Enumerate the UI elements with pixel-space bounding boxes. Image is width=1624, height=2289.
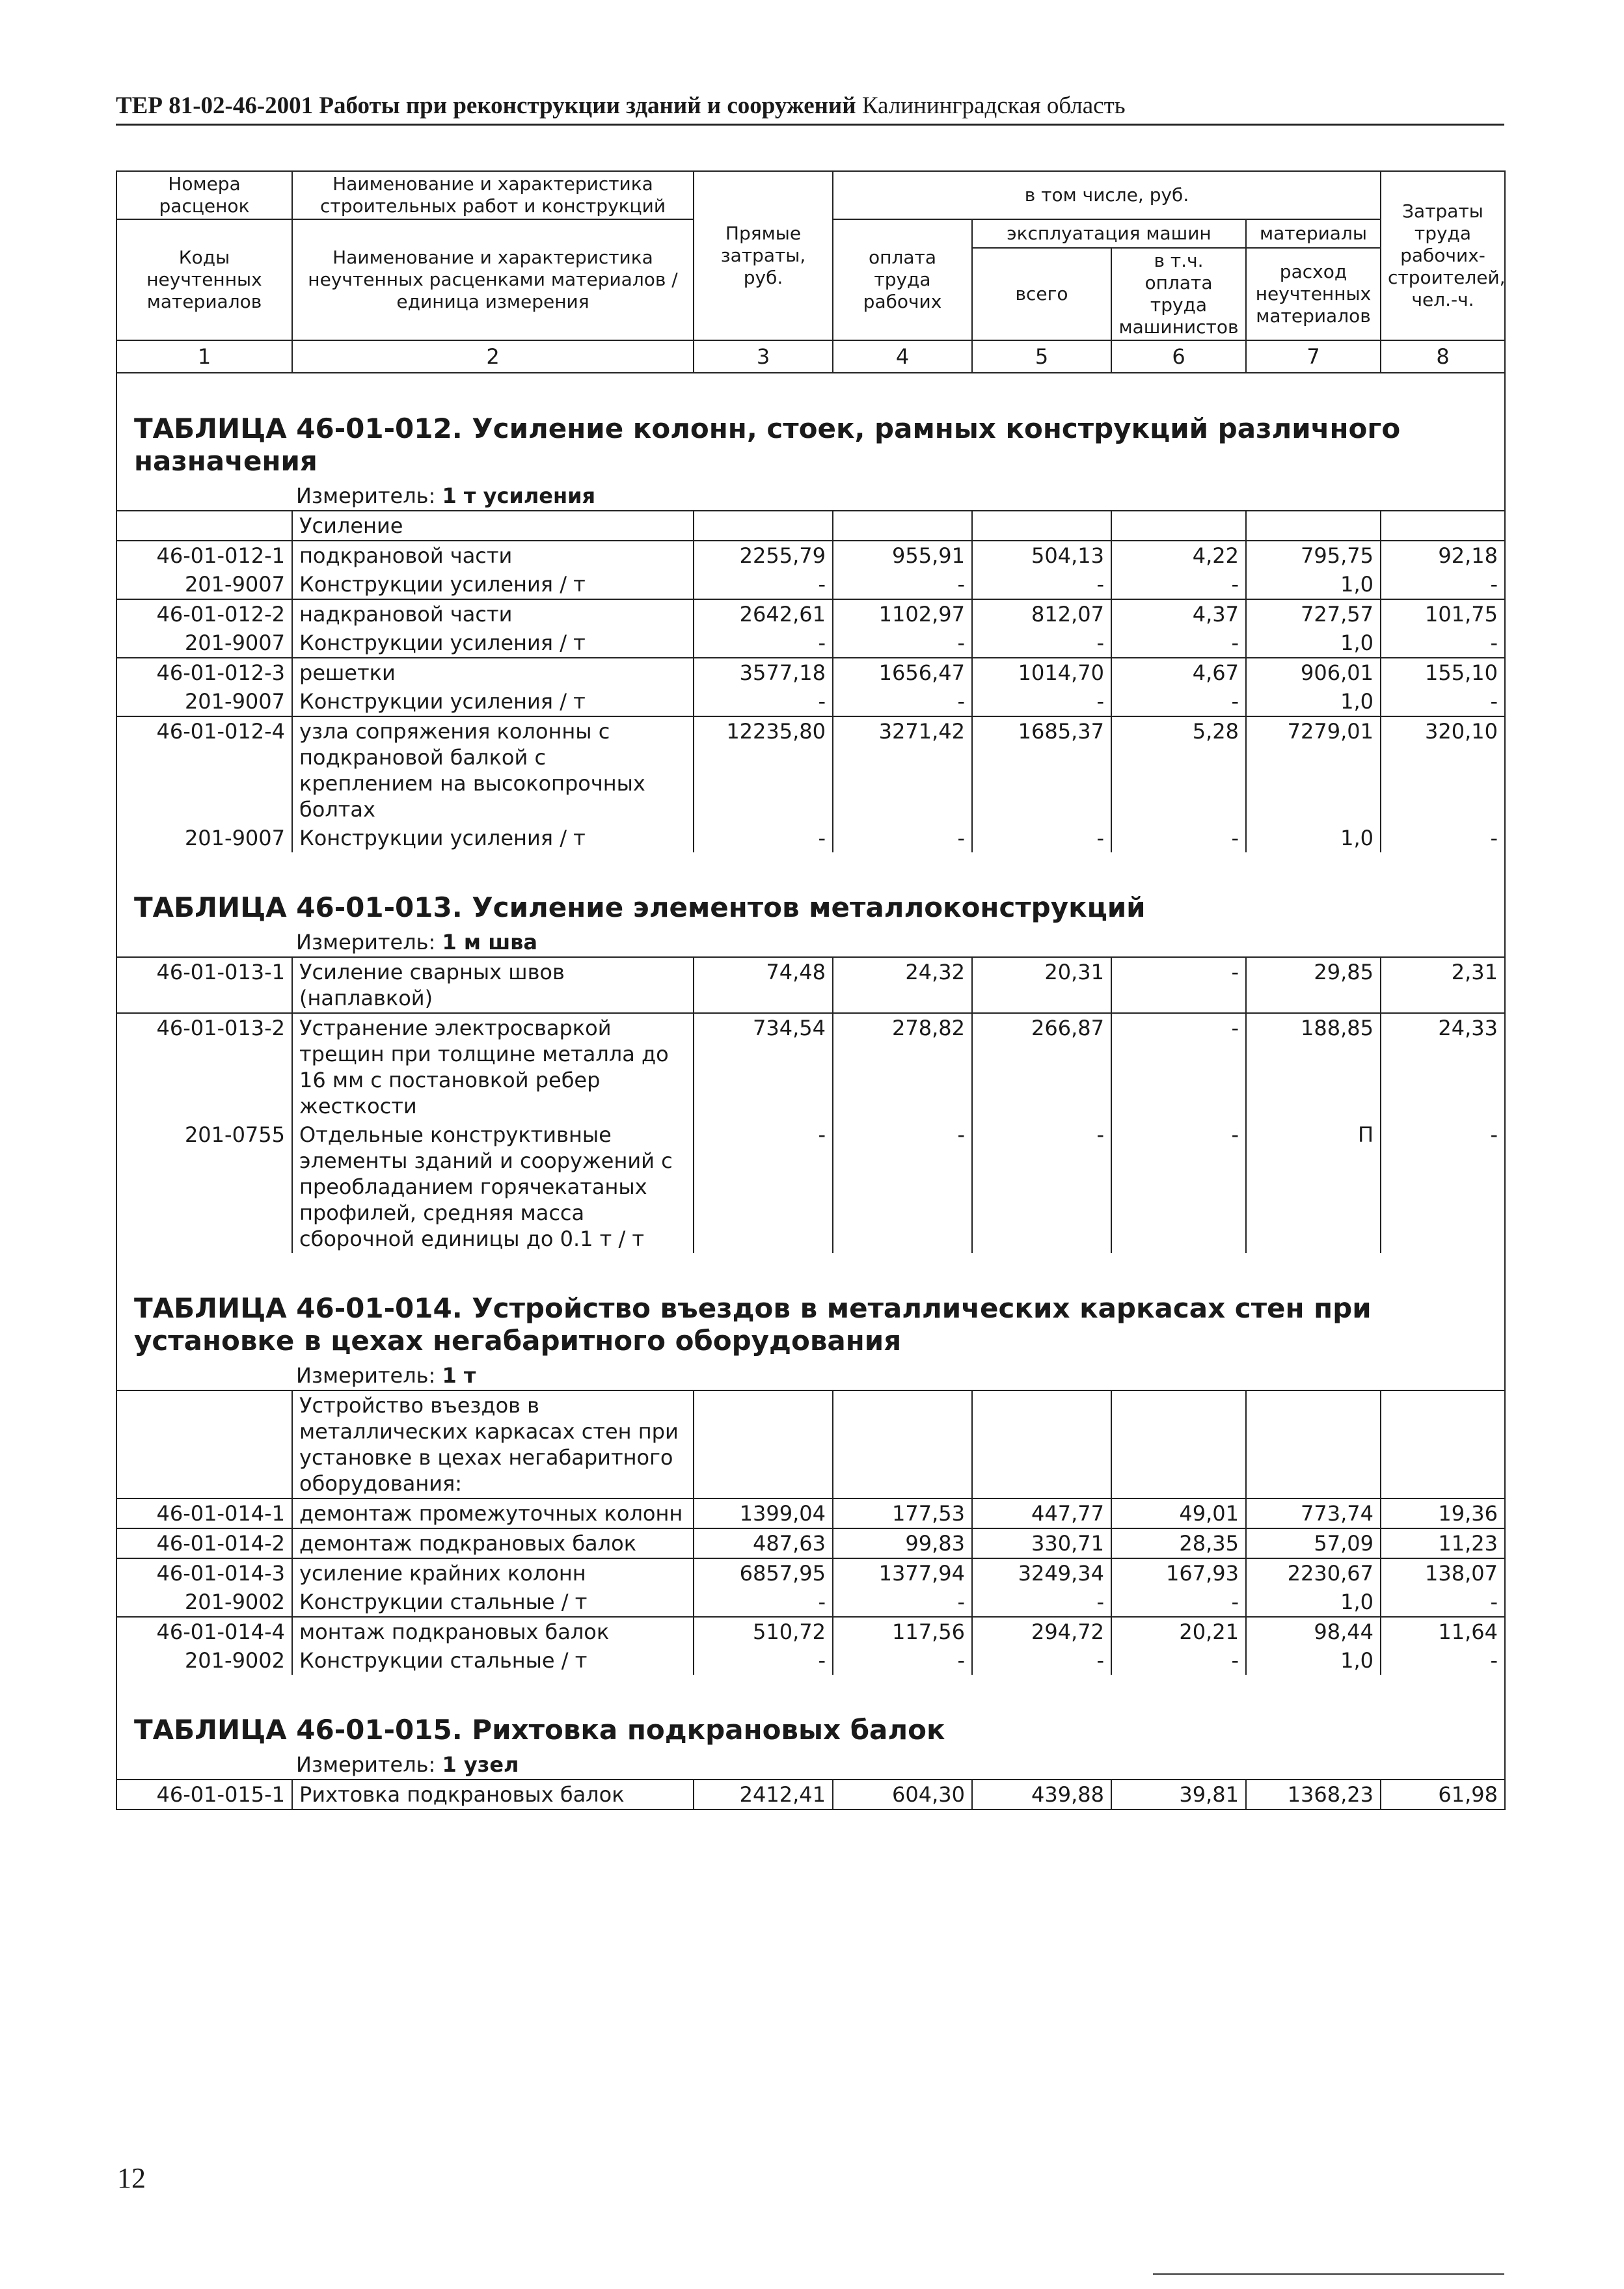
rate-code: 201-9007 [116,824,292,852]
work-name: Конструкции усиления / т [292,687,694,716]
value-cell: 4,67 [1111,658,1246,687]
rate-code: 201-0755 [116,1120,292,1253]
value-cell: 1,0 [1246,629,1381,658]
table-row [116,1558,1505,1588]
value-cell: - [972,570,1111,599]
value-cell: - [694,1646,833,1675]
value-cell: 1685,37 [972,716,1111,824]
value-cell: 3577,18 [694,658,833,687]
value-cell: 795,75 [1246,541,1381,570]
table-row [116,687,1505,716]
value-cell: - [972,824,1111,852]
rate-code: 46-01-012-2 [116,599,292,629]
value-cell: - [694,1120,833,1253]
measure-label: Измеритель: [296,483,436,508]
measure-unit [116,1361,1505,1390]
measure-row [116,928,1505,957]
value-cell: 4,22 [1111,541,1246,570]
table-row [116,570,1505,599]
value-cell: - [1111,1120,1246,1253]
work-name: демонтаж промежуточных колонн [292,1498,694,1528]
value-cell: - [833,1120,972,1253]
value-cell: 4,37 [1111,599,1246,629]
value-cell [1111,511,1246,541]
table-row [116,1390,1505,1498]
col-number: 8 [1381,340,1505,373]
value-cell: 447,77 [972,1498,1111,1528]
rate-code: 46-01-012-4 [116,716,292,824]
measure-value: 1 т усиления [442,483,596,508]
table-row [116,1588,1505,1617]
value-cell: - [833,1588,972,1617]
value-cell [694,1390,833,1498]
col-head-material-names: Наименование и характеристика неучтенных расценками материалов / единица измерения [292,219,694,340]
col-head-number: Номера расценок [116,171,292,219]
rate-code: 46-01-012-3 [116,658,292,687]
value-cell: 812,07 [972,599,1111,629]
value-cell: 74,48 [694,957,833,1013]
work-name: решетки [292,658,694,687]
value-cell: - [833,1646,972,1675]
value-cell: - [833,687,972,716]
value-cell: - [694,1588,833,1617]
table-row [116,1528,1505,1558]
value-cell: 2230,67 [1246,1558,1381,1588]
value-cell: 7279,01 [1246,716,1381,824]
value-cell: 11,23 [1381,1528,1505,1558]
value-cell: 24,33 [1381,1013,1505,1120]
col-head-labor-costs: Затраты труда рабочих-строителей, чел.-ч. [1381,171,1505,340]
value-cell: 98,44 [1246,1617,1381,1646]
section-title: ТАБЛИЦА 46-01-013. Усиление элементов металлоконструкций [116,852,1505,928]
value-cell: 2642,61 [694,599,833,629]
value-cell: - [833,570,972,599]
value-cell: 266,87 [972,1013,1111,1120]
estimate-table [116,170,1506,1810]
work-name: Рихтовка подкрановых балок [292,1780,694,1809]
work-name: Конструкции усиления / т [292,570,694,599]
value-cell: 1,0 [1246,1588,1381,1617]
rate-code [116,1390,292,1498]
value-cell: 117,56 [833,1617,972,1646]
running-header [116,91,1504,126]
value-cell: 320,10 [1381,716,1505,824]
value-cell: 6857,95 [694,1558,833,1588]
work-name: Конструкции стальные / т [292,1588,694,1617]
value-cell: 29,85 [1246,957,1381,1013]
value-cell: 12235,80 [694,716,833,824]
col-number: 6 [1111,340,1246,373]
measure-label: Измеритель: [296,1752,436,1777]
value-cell: - [694,570,833,599]
value-cell: - [1381,1588,1505,1617]
footer-rule [1153,2273,1504,2275]
value-cell [833,1390,972,1498]
value-cell: 487,63 [694,1528,833,1558]
measure-row [116,1750,1505,1780]
value-cell: - [972,1120,1111,1253]
value-cell: 278,82 [833,1013,972,1120]
measure-value: 1 т [442,1363,476,1388]
value-cell: 2255,79 [694,541,833,570]
rate-code: 46-01-012-1 [116,541,292,570]
value-cell: 24,32 [833,957,972,1013]
value-cell: 906,01 [1246,658,1381,687]
value-cell: 1399,04 [694,1498,833,1528]
value-cell [694,511,833,541]
value-cell: 155,10 [1381,658,1505,687]
value-cell: П [1246,1120,1381,1253]
col-number: 7 [1246,340,1381,373]
table-row [116,1617,1505,1646]
value-cell: 294,72 [972,1617,1111,1646]
document-code: ТЕР 81-02-46-2001 Работы при реконструкции зданий и сооружений [116,92,856,119]
table-row [116,716,1505,824]
value-cell: 1,0 [1246,824,1381,852]
value-cell: - [1381,570,1505,599]
value-cell: 2,31 [1381,957,1505,1013]
value-cell: 39,81 [1111,1780,1246,1809]
measure-value: 1 м шва [442,930,538,955]
value-cell: 773,74 [1246,1498,1381,1528]
work-name: надкрановой части [292,599,694,629]
value-cell [833,511,972,541]
value-cell: 510,72 [694,1617,833,1646]
value-cell: 20,21 [1111,1617,1246,1646]
rate-code [116,511,292,541]
value-cell: 188,85 [1246,1013,1381,1120]
work-name: Конструкции усиления / т [292,824,694,852]
value-cell: - [1381,824,1505,852]
section-title-row [116,1253,1505,1361]
work-name: Конструкции стальные / т [292,1646,694,1675]
value-cell: 439,88 [972,1780,1111,1809]
value-cell [972,1390,1111,1498]
rate-code: 46-01-013-2 [116,1013,292,1120]
section-title-row [116,373,1505,481]
table-row [116,1498,1505,1528]
table-row [116,658,1505,687]
value-cell [1381,511,1505,541]
value-cell: - [694,629,833,658]
work-name: демонтаж подкрановых балок [292,1528,694,1558]
col-number: 5 [972,340,1111,373]
col-head-including: в том числе, руб. [833,171,1381,219]
value-cell: 28,35 [1111,1528,1246,1558]
value-cell: 167,93 [1111,1558,1246,1588]
rate-code: 46-01-014-1 [116,1498,292,1528]
value-cell: 5,28 [1111,716,1246,824]
col-head-machine-operation: эксплуатация машин [972,219,1246,248]
measure-unit [116,1750,1505,1780]
value-cell: - [694,824,833,852]
table-row [116,1120,1505,1253]
measure-row [116,481,1505,511]
value-cell: 92,18 [1381,541,1505,570]
value-cell: 727,57 [1246,599,1381,629]
value-cell: - [972,687,1111,716]
value-cell [972,511,1111,541]
value-cell [1246,511,1381,541]
work-name: монтаж подкрановых балок [292,1617,694,1646]
value-cell: 1377,94 [833,1558,972,1588]
table-row [116,1013,1505,1120]
work-name: Конструкции усиления / т [292,629,694,658]
value-cell: 49,01 [1111,1498,1246,1528]
value-cell: 1656,47 [833,658,972,687]
value-cell: - [972,629,1111,658]
value-cell: - [1111,824,1246,852]
col-number: 3 [694,340,833,373]
col-head-material-codes: Коды неучтенных материалов [116,219,292,340]
table-row [116,957,1505,1013]
table-row [116,1780,1505,1809]
value-cell: - [1381,629,1505,658]
value-cell: 955,91 [833,541,972,570]
value-cell: 99,83 [833,1528,972,1558]
value-cell: - [1111,957,1246,1013]
value-cell: 2412,41 [694,1780,833,1809]
value-cell: 604,30 [833,1780,972,1809]
value-cell: - [972,1588,1111,1617]
work-name: Устройство въездов в металлических каркасах стен при установке в цехах негабаритного оборудования: [292,1390,694,1498]
value-cell: 20,31 [972,957,1111,1013]
rate-code: 201-9007 [116,629,292,658]
value-cell: - [694,687,833,716]
col-number: 4 [833,340,972,373]
rate-code: 46-01-013-1 [116,957,292,1013]
table-row [116,1646,1505,1675]
rate-code: 201-9002 [116,1588,292,1617]
value-cell: 11,64 [1381,1617,1505,1646]
value-cell: 1102,97 [833,599,972,629]
rate-code: 201-9007 [116,687,292,716]
measure-unit [116,481,1505,511]
value-cell: 1,0 [1246,1646,1381,1675]
measure-unit [116,928,1505,957]
work-name: Устранение электросваркой трещин при толщине металла до 16 мм с постановкой ребер жесткости [292,1013,694,1120]
col-head-machine-total: всего [972,248,1111,340]
col-number: 1 [116,340,292,373]
value-cell: - [1381,1646,1505,1675]
value-cell: 1,0 [1246,687,1381,716]
value-cell: - [1381,1120,1505,1253]
value-cell: 3249,34 [972,1558,1111,1588]
work-name: Отдельные конструктивные элементы зданий и сооружений с преобладанием горячекатаных профилей, средняя масса сборочной единицы до 0.1 т / т [292,1120,694,1253]
value-cell: - [1111,1013,1246,1120]
rate-code: 46-01-015-1 [116,1780,292,1809]
col-head-direct-costs: Прямые затраты, руб. [694,171,833,340]
value-cell: 138,07 [1381,1558,1505,1588]
value-cell: - [1381,687,1505,716]
col-head-materials-sub: расход неучтенных материалов [1246,248,1381,340]
section-title-row [116,1675,1505,1750]
value-cell: 1368,23 [1246,1780,1381,1809]
table-row [116,629,1505,658]
value-cell: 330,71 [972,1528,1111,1558]
table-row [116,541,1505,570]
value-cell: - [1111,687,1246,716]
value-cell: 1014,70 [972,658,1111,687]
document-region: Калининградская область [861,92,1126,119]
value-cell: 61,98 [1381,1780,1505,1809]
table-row [116,511,1505,541]
section-title: ТАБЛИЦА 46-01-015. Рихтовка подкрановых балок [116,1675,1505,1750]
page-number: 12 [117,2162,146,2194]
work-name: Усиление сварных швов (наплавкой) [292,957,694,1013]
rate-code: 46-01-014-3 [116,1558,292,1588]
measure-label: Измеритель: [296,1363,436,1388]
work-name: подкрановой части [292,541,694,570]
rate-code: 201-9002 [116,1646,292,1675]
value-cell: 3271,42 [833,716,972,824]
value-cell: - [833,629,972,658]
section-title: ТАБЛИЦА 46-01-012. Усиление колонн, стоек, рамных конструкций различного назначения [116,373,1505,481]
col-head-labor-pay: оплата труда рабочих [833,219,972,340]
value-cell: 19,36 [1381,1498,1505,1528]
value-cell: 177,53 [833,1498,972,1528]
value-cell: 734,54 [694,1013,833,1120]
value-cell: - [972,1646,1111,1675]
work-name: узла сопряжения колонны с подкрановой балкой с креплением на высокопрочных болтах [292,716,694,824]
work-name: Усиление [292,511,694,541]
rate-code: 46-01-014-4 [116,1617,292,1646]
value-cell [1246,1390,1381,1498]
value-cell [1381,1390,1505,1498]
col-number: 2 [292,340,694,373]
section-title-row [116,852,1505,928]
col-head-name: Наименование и характеристика строительных работ и конструкций [292,171,694,219]
section-title: ТАБЛИЦА 46-01-014. Устройство въездов в металлических каркасах стен при установке в цехах негабаритного оборудования [116,1253,1505,1361]
value-cell: - [833,824,972,852]
table-row [116,599,1505,629]
rate-code: 46-01-014-2 [116,1528,292,1558]
measure-row [116,1361,1505,1390]
value-cell: 504,13 [972,541,1111,570]
value-cell: 101,75 [1381,599,1505,629]
value-cell: - [1111,570,1246,599]
measure-label: Измеритель: [296,930,436,955]
value-cell: 57,09 [1246,1528,1381,1558]
value-cell: - [1111,629,1246,658]
value-cell: 1,0 [1246,570,1381,599]
value-cell: - [1111,1646,1246,1675]
rate-code: 201-9007 [116,570,292,599]
col-head-machine-incl: в т.ч. оплата труда машинистов [1111,248,1246,340]
value-cell [1111,1390,1246,1498]
column-numbers-row [116,340,1505,373]
col-head-materials: материалы [1246,219,1381,248]
measure-value: 1 узел [442,1752,519,1777]
work-name: усиление крайних колонн [292,1558,694,1588]
table-row [116,824,1505,852]
value-cell: - [1111,1588,1246,1617]
